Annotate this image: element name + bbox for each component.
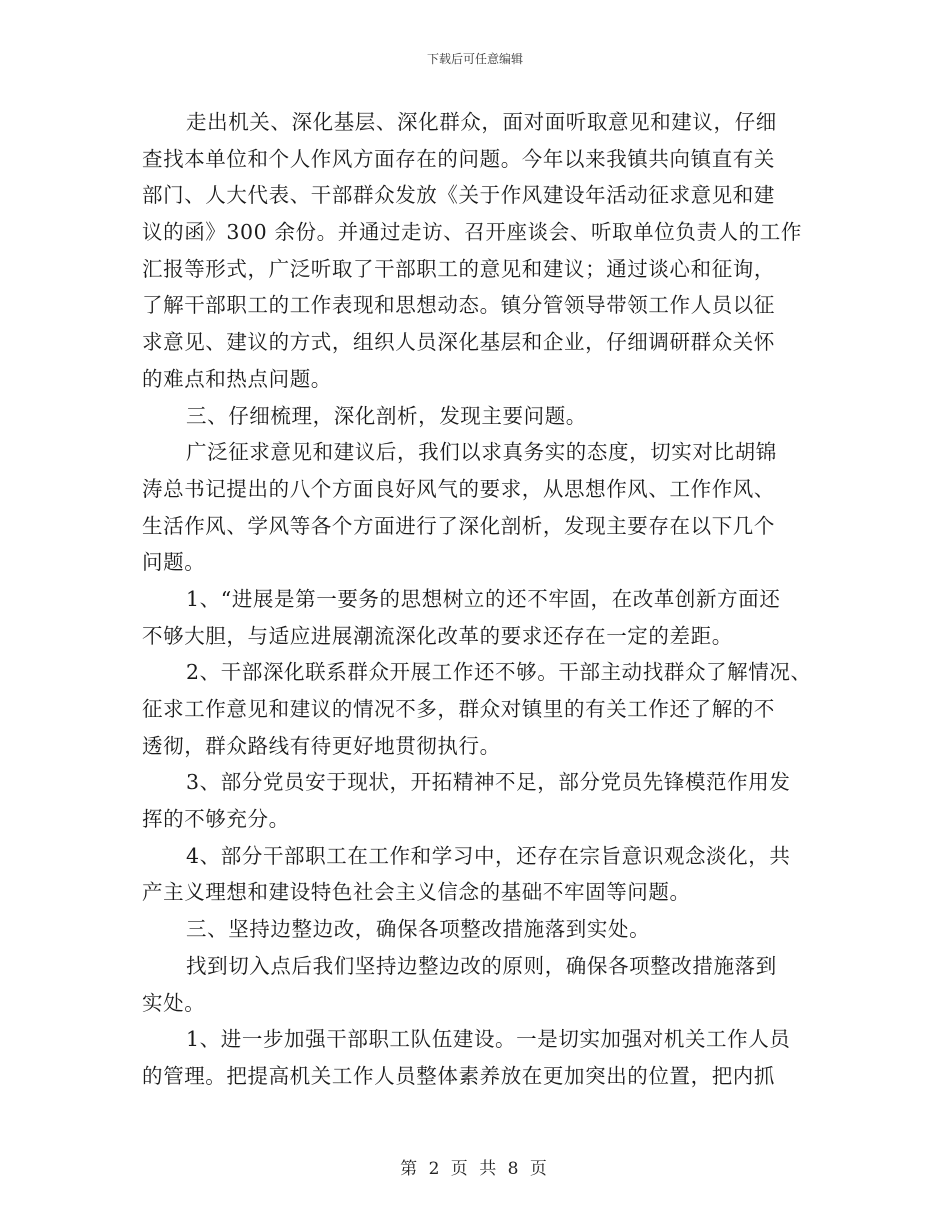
text-line: 4、部分干部职工在工作和学习中，还存在宗旨意识观念淡化，共 xyxy=(186,843,791,868)
text-line: 走出机关、深化基层、深化群众，面对面听取意见和建议，仔细 xyxy=(186,110,777,134)
text-line: 透彻，群众路线有待更好地贯彻执行。 xyxy=(142,733,501,758)
text-line: 不够大胆，与适应进展潮流深化改革的要求还存在一定的差距。 xyxy=(142,623,733,648)
text-line: 查找本单位和个人作风方面存在的问题。今年以来我镇共向镇直有关 xyxy=(142,146,775,171)
text-line: 生活作风、学风等各个方面进行了深化剖析，发现主要存在以下几个 xyxy=(142,513,775,538)
text-line: 三、坚持边整边改，确保各项整改措施落到实处。 xyxy=(186,917,651,942)
text-line: 问题。 xyxy=(142,550,206,575)
text-line: 实处。 xyxy=(142,990,206,1015)
text-line: 的难点和热点问题。 xyxy=(142,366,332,391)
text-line: 求意见、建议的方式，组织人员深化基层和企业，仔细调研群众关怀 xyxy=(142,330,775,355)
text-line: 了解干部职工的工作表现和思想动态。镇分管领导带领工作人员以征 xyxy=(142,293,775,318)
text-line: 3、部分党员安于现状，开拓精神不足，部分党员先锋模范作用发 xyxy=(186,770,791,795)
text-line: 三、仔细梳理，深化剖析，发现主要问题。 xyxy=(186,403,587,428)
text-line: 挥的不够充分。 xyxy=(142,807,290,832)
text-line: 汇报等形式，广泛听取了干部职工的意见和建议；通过谈心和征询， xyxy=(142,256,775,281)
page-header: 下载后可任意编辑 xyxy=(426,52,523,66)
text-line: 广泛征求意见和建议后，我们以求真务实的态度，切实对比胡锦 xyxy=(186,440,777,465)
text-line: 征求工作意见和建议的情况不多，群众对镇里的有关工作还了解的不 xyxy=(142,697,775,721)
text-line: 产主义理想和建设特色社会主义信念的基础不牢固等问题。 xyxy=(142,880,691,905)
text-line: 涛总书记提出的八个方面良好风气的要求，从思想作风、工作作风、 xyxy=(142,476,775,501)
text-line: 1、进一步加强干部职工队伍建设。一是切实加强对机关工作人员 xyxy=(186,1027,791,1052)
text-line: 部门、人大代表、干部群众发放《关于作风建设年活动征求意见和建 xyxy=(142,183,775,208)
text-line: 1、“进展是第一要务的思想树立的还不牢固，在改革创新方面还 xyxy=(186,586,781,611)
text-line: 议的函》300 余份。并通过走访、召开座谈会、听取单位负责人的工作 xyxy=(142,220,802,245)
text-line: 找到切入点后我们坚持边整边改的原则，确保各项整改措施落到 xyxy=(186,953,777,978)
page-footer: 第 2 页 共 8 页 xyxy=(400,1159,550,1179)
text-line: 2、干部深化联系群众开展工作还不够。干部主动找群众了解情况、 xyxy=(186,660,812,685)
document-body xyxy=(142,104,814,1095)
text-line: 的管理。把提高机关工作人员整体素养放在更加突出的位置，把内抓 xyxy=(142,1063,775,1088)
